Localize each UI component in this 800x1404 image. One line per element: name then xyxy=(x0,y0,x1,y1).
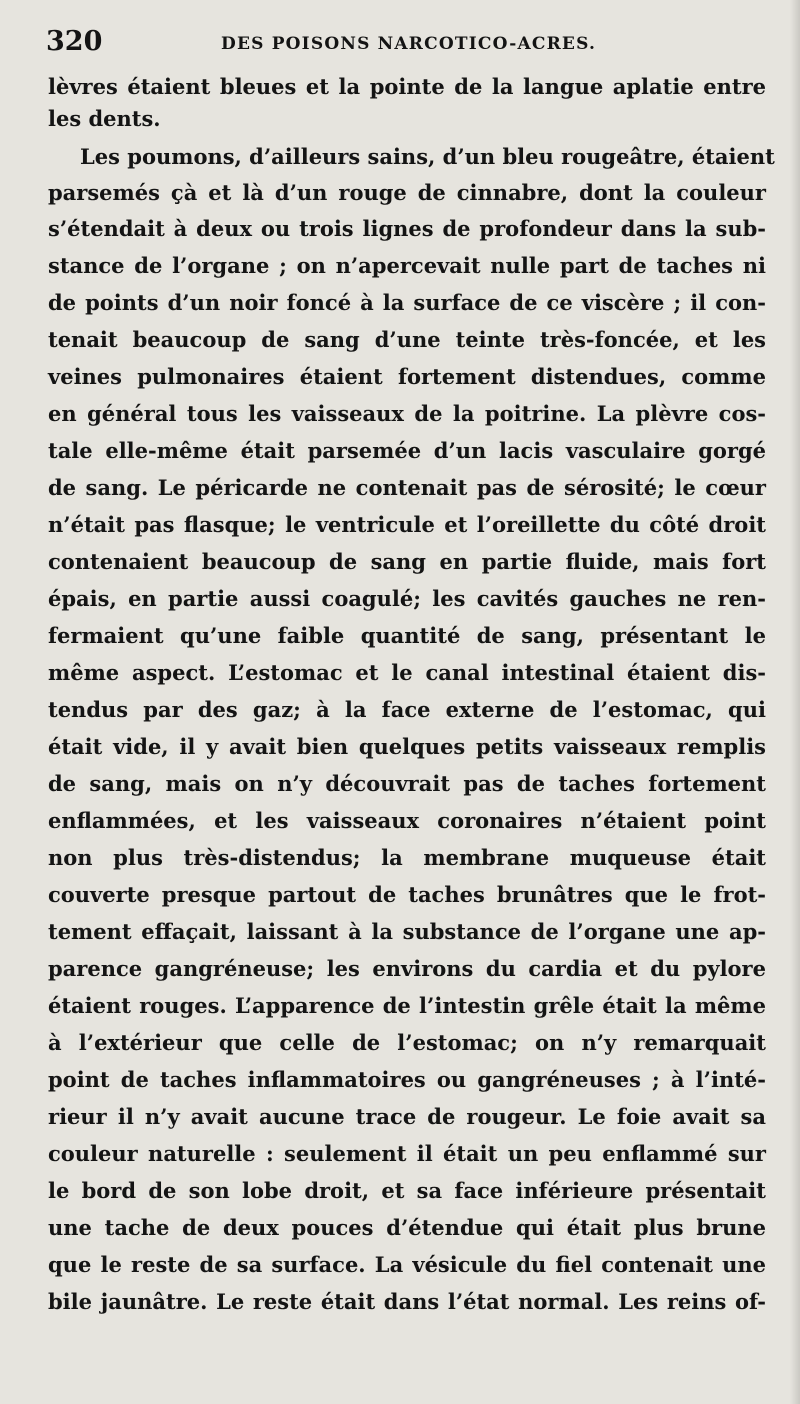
text-line: bile jaunâtre. Le reste était dans l’état normal. Les reins of- xyxy=(48,1289,766,1314)
page-edge-shadow xyxy=(790,0,800,1404)
text-line: point de taches inflammatoires ou gangréneuses ; à l’inté- xyxy=(48,1067,766,1092)
text-line: tale elle-même était parsemée d’un lacis vasculaire gorgé xyxy=(48,438,766,463)
text-line: tendus par des gaz; à la face externe de l’estomac, qui xyxy=(48,697,766,722)
paragraph-start-line: Les poumons, d’ailleurs sains, d’un bleu rougeâtre, étaient xyxy=(80,144,775,169)
text-line: étaient rouges. L’apparence de l’intestin grêle était la même xyxy=(48,993,766,1018)
text-line: tement effaçait, laissant à la substance de l’organe une ap- xyxy=(48,919,766,944)
text-line: parsemés çà et là d’un rouge de cinnabre, dont la couleur xyxy=(48,180,766,205)
page-header xyxy=(46,26,766,62)
text-line: stance de l’organe ; on n’apercevait nulle part de taches ni xyxy=(48,253,766,278)
text-line: couleur naturelle : seulement il était un peu enflammé sur xyxy=(48,1141,766,1166)
text-line: enflammées, et les vaisseaux coronaires n’étaient point xyxy=(48,808,766,833)
text-line: fermaient qu’une faible quantité de sang, présentant le xyxy=(48,623,766,648)
text-line: de sang. Le péricarde ne contenait pas de sérosité; le cœur xyxy=(48,475,766,500)
text-line: parence gangréneuse; les environs du cardia et du pylore xyxy=(48,956,766,981)
text-line: de points d’un noir foncé à la surface de ce viscère ; il con- xyxy=(48,290,766,315)
text-line: épais, en partie aussi coagulé; les cavités gauches ne ren- xyxy=(48,586,766,611)
text-line: était vide, il y avait bien quelques petits vaisseaux remplis xyxy=(48,734,766,759)
text-line: même aspect. L’estomac et le canal intestinal étaient dis- xyxy=(48,660,766,685)
text-line: lèvres étaient bleues et la pointe de la langue aplatie entre xyxy=(48,74,766,99)
text-line: les dents. xyxy=(48,106,161,131)
text-line: de sang, mais on n’y découvrait pas de taches fortement xyxy=(48,771,766,796)
page-number: 320 xyxy=(46,26,103,57)
text-line: contenaient beaucoup de sang en partie fluide, mais fort xyxy=(48,549,766,574)
text-line: à l’extérieur que celle de l’estomac; on n’y remarquait xyxy=(48,1030,766,1055)
text-line: une tache de deux pouces d’étendue qui était plus brune xyxy=(48,1215,766,1240)
text-line: non plus très-distendus; la membrane muqueuse était xyxy=(48,845,766,870)
text-line: tenait beaucoup de sang d’une teinte très-foncée, et les xyxy=(48,327,766,352)
text-line: s’étendait à deux ou trois lignes de profondeur dans la sub- xyxy=(48,216,766,241)
text-line: le bord de son lobe droit, et sa face inférieure présentait xyxy=(48,1178,766,1203)
text-line: en général tous les vaisseaux de la poitrine. La plèvre cos- xyxy=(48,401,766,426)
text-line: veines pulmonaires étaient fortement distendues, comme xyxy=(48,364,766,389)
text-line: couverte presque partout de taches brunâtres que le frot- xyxy=(48,882,766,907)
text-line: que le reste de sa surface. La vésicule du fiel contenait une xyxy=(48,1252,766,1277)
running-head: DES POISONS NARCOTICO-ACRES. xyxy=(221,34,597,54)
text-line: rieur il n’y avait aucune trace de rougeur. Le foie avait sa xyxy=(48,1104,766,1129)
text-line: n’était pas flasque; le ventricule et l’oreillette du côté droit xyxy=(48,512,766,537)
